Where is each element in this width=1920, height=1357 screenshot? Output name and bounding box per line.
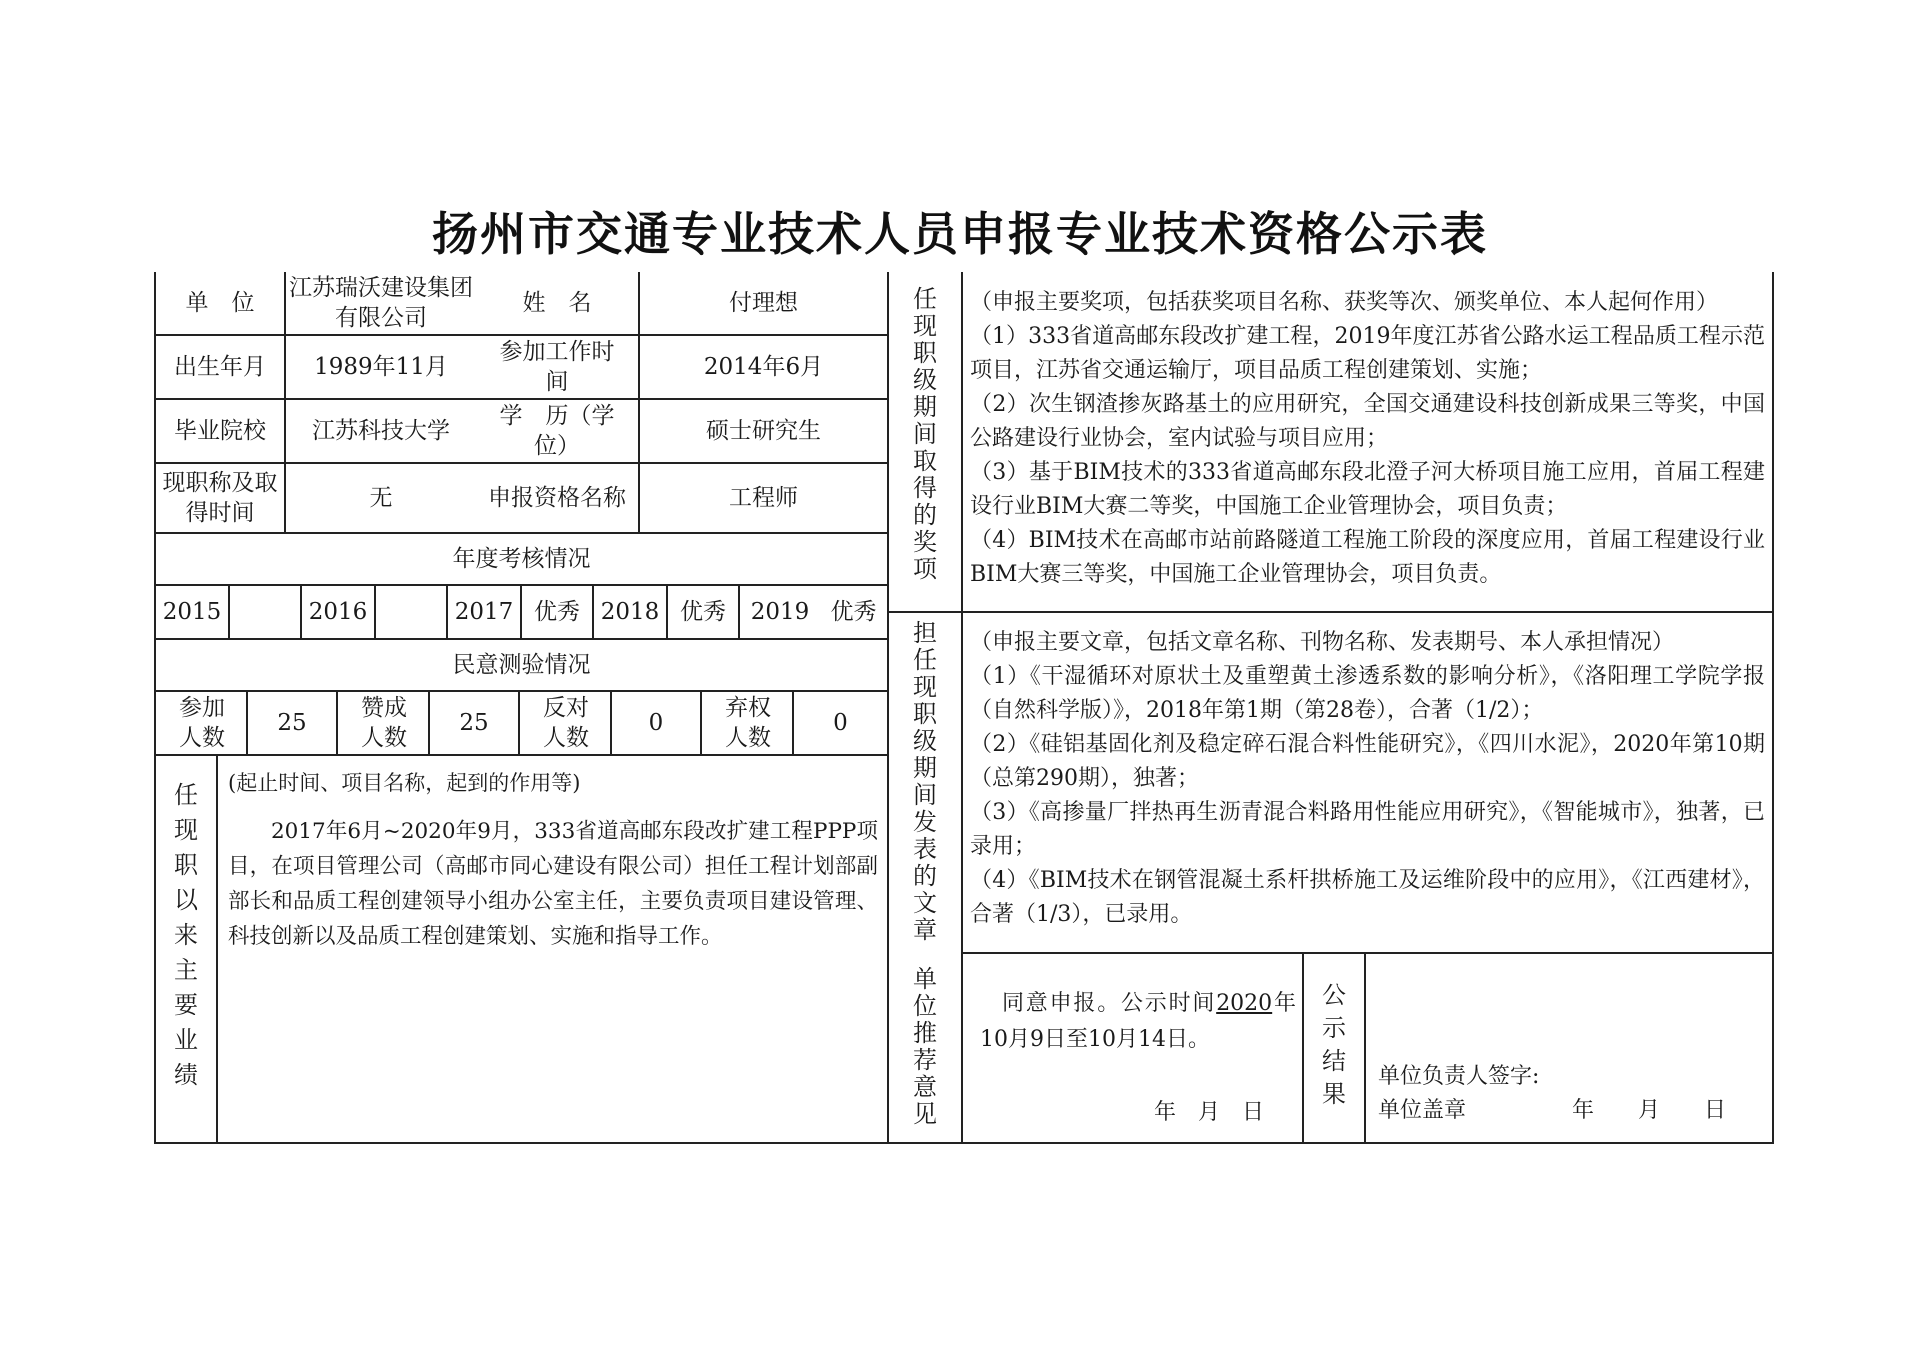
article-item: （1）《干湿循环对原状土及重塑黄土渗透系数的影响分析》，《洛阳理工学院学报（自然科学版）》，2018年第1期（第28卷），合著（1/2）； xyxy=(970,664,1765,723)
side-label-char: 间 xyxy=(913,420,937,448)
poll-oppose-label: 反对人数 xyxy=(543,695,589,751)
articles-side-label xyxy=(889,620,961,944)
article-item: （4）《BIM技术在钢管混凝土系杆拱桥施工及运维阶段中的应用》，《江西建材》，合著（1/3），已录用。 xyxy=(970,868,1765,927)
poll-header: 民意测验情况 xyxy=(452,652,591,678)
side-label-char: 奖 xyxy=(913,528,937,556)
performance-content: 2017年6月~2020年9月，333省道高邮东段改扩建工程PPP项目，在项目管理公司（高邮市同心建设有限公司）担任工程计划部副部长和品质工程创建领导小组办公室主任，主要负责项目建设管理、科技创新以及品质工程创建策划、实施和指导工作。 xyxy=(228,819,878,949)
result-date: 年 月 日 xyxy=(1572,1098,1727,1123)
result-seal: 单位盖章 xyxy=(1378,1098,1467,1123)
recommend-side-label xyxy=(889,966,961,1128)
result-signer: 单位负责人签字: xyxy=(1378,1064,1540,1089)
awards-block xyxy=(970,286,1765,592)
side-label-char: 任 xyxy=(913,285,937,313)
name-label: 姓 名 xyxy=(522,290,592,316)
side-label-char: 职 xyxy=(174,851,198,879)
side-label-char: 见 xyxy=(913,1100,937,1128)
birth-value: 1989年11月 xyxy=(314,354,448,380)
side-label-char: 取 xyxy=(913,447,937,475)
apply-value: 工程师 xyxy=(729,485,798,511)
edu-label: 学 历（学位） xyxy=(499,403,615,459)
work-label: 参加工作时 间 xyxy=(499,339,638,395)
year-2016: 2016 xyxy=(308,599,368,625)
side-label-char: 绩 xyxy=(174,1061,198,1089)
side-label-char: 要 xyxy=(174,991,198,1019)
result-2016 xyxy=(376,586,446,638)
annual-header: 年度考核情况 xyxy=(452,546,591,572)
side-label-char: 果 xyxy=(1322,1080,1346,1108)
side-label-char: 级 xyxy=(913,366,937,394)
result-side-label xyxy=(1304,982,1364,1114)
side-label-char: 任 xyxy=(913,646,937,674)
side-label-char: 业 xyxy=(174,1026,198,1054)
year-2019: 2019 xyxy=(750,599,810,625)
year-2017: 2017 xyxy=(454,599,514,625)
award-item: （1）333省道高邮东段改扩建工程，2019年度江苏省公路水运工程品质工程示范项目，江苏省交通运输厅，项目品质工程创建策划、实施； xyxy=(970,324,1765,383)
poll-participants-value: 25 xyxy=(277,710,307,736)
poll-approve-label: 赞成人数 xyxy=(361,695,407,751)
performance-hint: (起止时间、项目名称，起到的作用等) xyxy=(228,771,581,795)
school-value: 江苏科技大学 xyxy=(312,418,450,444)
side-label-char: 现 xyxy=(913,673,937,701)
side-label-char: 现 xyxy=(174,816,198,844)
result-2018: 优秀 xyxy=(680,599,726,625)
side-label-char: 意 xyxy=(913,1073,937,1101)
award-item: （4）BIM技术在高邮市站前路隧道工程施工阶段的深度应用，首届工程建设行业BIM大赛三等奖，中国施工企业管理协会，项目负责。 xyxy=(970,528,1765,587)
side-label-char: 单 xyxy=(913,965,937,993)
side-label-char: 来 xyxy=(174,921,198,949)
result-2015 xyxy=(230,586,300,638)
side-label-char: 期 xyxy=(913,754,937,782)
current-title-label: 现职称及取得时间 xyxy=(162,470,278,526)
article-item: （2）《硅铝基固化剂及稳定碎石混合料性能研究》，《四川水泥》，2020年第10期（总第290期），独著； xyxy=(970,732,1765,791)
articles-block xyxy=(970,626,1765,932)
side-label-char: 章 xyxy=(913,916,937,944)
result-2017: 优秀 xyxy=(534,599,580,625)
side-label-char: 位 xyxy=(913,992,937,1020)
award-item: （3）基于BIM技术的333省道高邮东段北澄子河大桥项目施工应用，首届工程建设行业BIM大赛二等奖，中国施工企业管理协会，项目负责； xyxy=(970,460,1765,519)
side-label-char: 级 xyxy=(913,727,937,755)
poll-abstain-value: 0 xyxy=(833,710,848,736)
side-label-char: 以 xyxy=(174,886,198,914)
poll-oppose-value: 0 xyxy=(648,710,664,736)
school-label: 毕业院校 xyxy=(174,418,266,444)
side-label-char: 公 xyxy=(1322,981,1346,1009)
side-label-char: 现 xyxy=(913,312,937,340)
year-2015: 2015 xyxy=(162,599,222,625)
work-value: 2014年6月 xyxy=(703,354,824,380)
side-label-char: 的 xyxy=(913,862,937,890)
form-table xyxy=(154,272,1774,1144)
recommend-text: 同意申报。公示时间2020年10月9日至10月14日。 xyxy=(980,991,1296,1052)
current-title-value: 无 xyxy=(369,485,393,511)
border-bottom xyxy=(154,1142,1774,1144)
page-title: 扬州市交通专业技术人员申报专业技术资格公示表 xyxy=(432,207,1488,261)
side-label-char: 主 xyxy=(174,956,198,984)
performance-side-label xyxy=(156,782,216,1097)
side-label-char: 推 xyxy=(913,1019,937,1047)
side-label-char: 荐 xyxy=(913,1046,937,1074)
awards-side-label xyxy=(889,286,961,583)
side-label-char: 职 xyxy=(913,700,937,728)
side-label-char: 表 xyxy=(913,835,937,863)
poll-abstain-label: 弃权人数 xyxy=(725,695,771,751)
birth-label: 出生年月 xyxy=(174,354,266,380)
side-label-char: 发 xyxy=(913,808,937,836)
name-value: 付理想 xyxy=(729,290,798,316)
poll-approve-value: 25 xyxy=(459,710,489,736)
poll-participants-label: 参加人数 xyxy=(179,695,225,751)
side-label-char: 职 xyxy=(913,339,937,367)
side-label-char: 结 xyxy=(1322,1047,1346,1075)
unit-label: 单 位 xyxy=(185,290,255,316)
article-item: （3）《高掺量厂拌热再生沥青混合料路用性能应用研究》，《智能城市》，独著，已录用； xyxy=(970,800,1765,859)
side-label-char: 期 xyxy=(913,393,937,421)
apply-label: 申报资格名称 xyxy=(488,485,626,511)
side-label-char: 得 xyxy=(913,474,937,502)
result-2019: 优秀 xyxy=(830,599,877,625)
border-right xyxy=(1772,272,1774,1144)
unit-value: 江苏瑞沃建设集团有限公司 xyxy=(289,275,473,331)
side-label-char: 示 xyxy=(1322,1014,1346,1042)
edu-value: 硕士研究生 xyxy=(706,418,821,444)
side-label-char: 的 xyxy=(913,501,937,529)
side-label-char: 文 xyxy=(913,889,937,917)
side-label-char: 任 xyxy=(174,781,198,809)
side-label-char: 担 xyxy=(913,619,937,647)
recommend-date: 年 月 日 xyxy=(1154,1100,1265,1125)
articles-hint: （申报主要文章，包括文章名称、刊物名称、发表期号、本人承担情况） xyxy=(970,630,1675,655)
awards-hint: （申报主要奖项，包括获奖项目名称、获奖等次、颁奖单位、本人起何作用） xyxy=(970,290,1719,315)
year-2018: 2018 xyxy=(600,599,660,625)
side-label-char: 项 xyxy=(913,555,937,583)
award-item: （2）次生钢渣掺灰路基土的应用研究，全国交通建设科技创新成果三等奖，中国公路建设行业协会，室内试验与项目应用； xyxy=(970,392,1765,451)
side-label-char: 间 xyxy=(913,781,937,809)
